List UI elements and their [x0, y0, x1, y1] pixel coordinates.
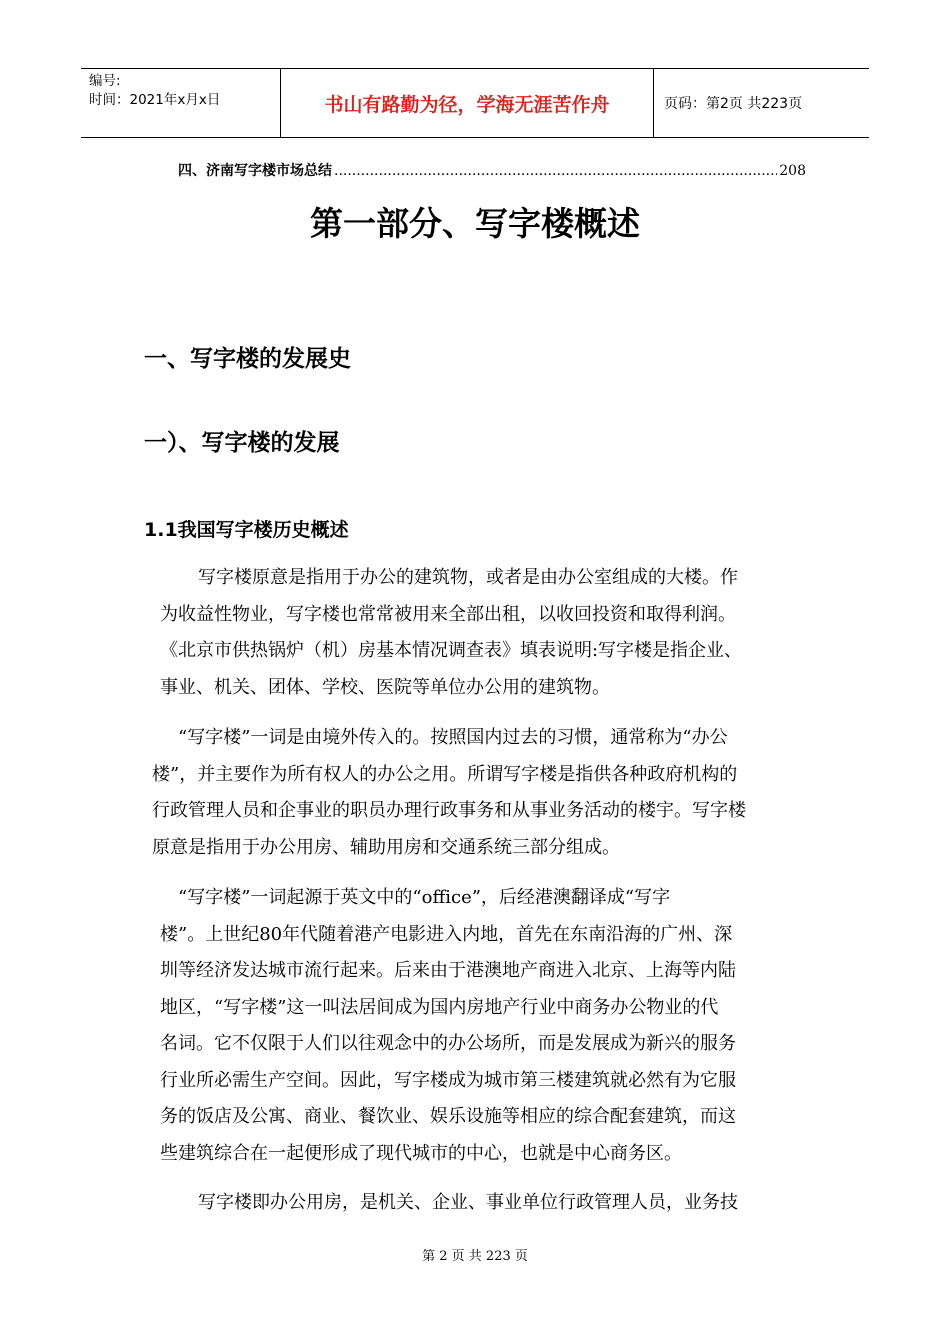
paragraph-line: 原意是指用于办公用房、辅助用房和交通系统三部分组成。	[152, 836, 620, 858]
paragraph-line: 写字楼即办公用房，是机关、企业、事业单位行政管理人员，业务技	[198, 1192, 738, 1213]
body-paragraph-3	[152, 880, 794, 1182]
toc-leader-dots	[334, 163, 777, 179]
paragraph-line: “写字楼”一词是由境外传入的。按照国内过去的习惯，通常称为“办公	[178, 727, 728, 748]
subsubsection-heading: 1.1我国写字楼历史概述	[144, 519, 349, 541]
page-header	[81, 68, 869, 138]
paragraph-line: 事业、机关、团体、学校、医院等单位办公用的建筑物。	[160, 676, 610, 698]
paragraph-line: 楼”。上世纪80年代随着港产电影进入内地，首先在东南沿海的广州、深	[160, 923, 733, 945]
paragraph-line: 《北京市供热锅炉（机）房基本情况调查表》填表说明:写字楼是指企业、	[160, 640, 743, 661]
body-paragraph-1	[152, 560, 794, 716]
paragraph-line: 行政管理人员和企事业的职员办理行政事务和从事业务活动的楼宇。写字楼	[152, 800, 746, 821]
body-paragraph-4	[152, 1185, 794, 1232]
section-heading: 一、写字楼的发展史	[144, 346, 351, 372]
toc-entry-page: 208	[779, 163, 806, 179]
header-meta-cell	[81, 69, 281, 137]
number-label: 编号:	[89, 73, 121, 89]
subsection-heading: 一）、写字楼的发展	[144, 430, 340, 456]
header-motto: 书山有路勤为径，学海无涯苦作舟	[281, 69, 654, 137]
page-footer: 第 2 页 共 223 页	[422, 1249, 528, 1264]
paragraph-line: 圳等经济发达城市流行起来。后来由于港澳地产商进入北京、上海等内陆	[160, 960, 736, 981]
time-line: 时间：2021年x月x日	[89, 92, 221, 108]
toc-entry	[178, 160, 806, 180]
paragraph-line: 写字楼原意是指用于办公的建筑物，或者是由办公室组成的大楼。作	[198, 567, 738, 588]
paragraph-line: “写字楼”一词起源于英文中的“office”，后经港澳翻译成“写字	[178, 887, 671, 908]
toc-entry-title: 四、济南写字楼市场总结	[178, 163, 332, 179]
part-title: 第一部分、写字楼概述	[310, 204, 640, 243]
paragraph-line: 行业所必需生产空间。因此，写字楼成为城市第三楼建筑就必然有为它服	[160, 1069, 736, 1091]
paragraph-line: 名词。它不仅限于人们以往观念中的办公场所，而是发展成为新兴的服务	[160, 1033, 736, 1054]
paragraph-line: 地区，“写字楼”这一叫法居间成为国内房地产行业中商务办公物业的代	[160, 996, 719, 1018]
paragraph-line: 楼”，并主要作为所有权人的办公之用。所谓写字楼是指供各种政府机构的	[152, 763, 738, 785]
paragraph-line: 些建筑综合在一起便形成了现代城市的中心，也就是中心商务区。	[160, 1142, 682, 1164]
header-page-info: 页码：第2页 共223页	[664, 96, 803, 112]
body-paragraph-2	[152, 720, 794, 876]
paragraph-line: 务的饭店及公寓、商业、餐饮业、娱乐设施等相应的综合配套建筑，而这	[160, 1106, 736, 1127]
paragraph-line: 为收益性物业，写字楼也常常被用来全部出租，以收回投资和取得利润。	[160, 603, 736, 625]
